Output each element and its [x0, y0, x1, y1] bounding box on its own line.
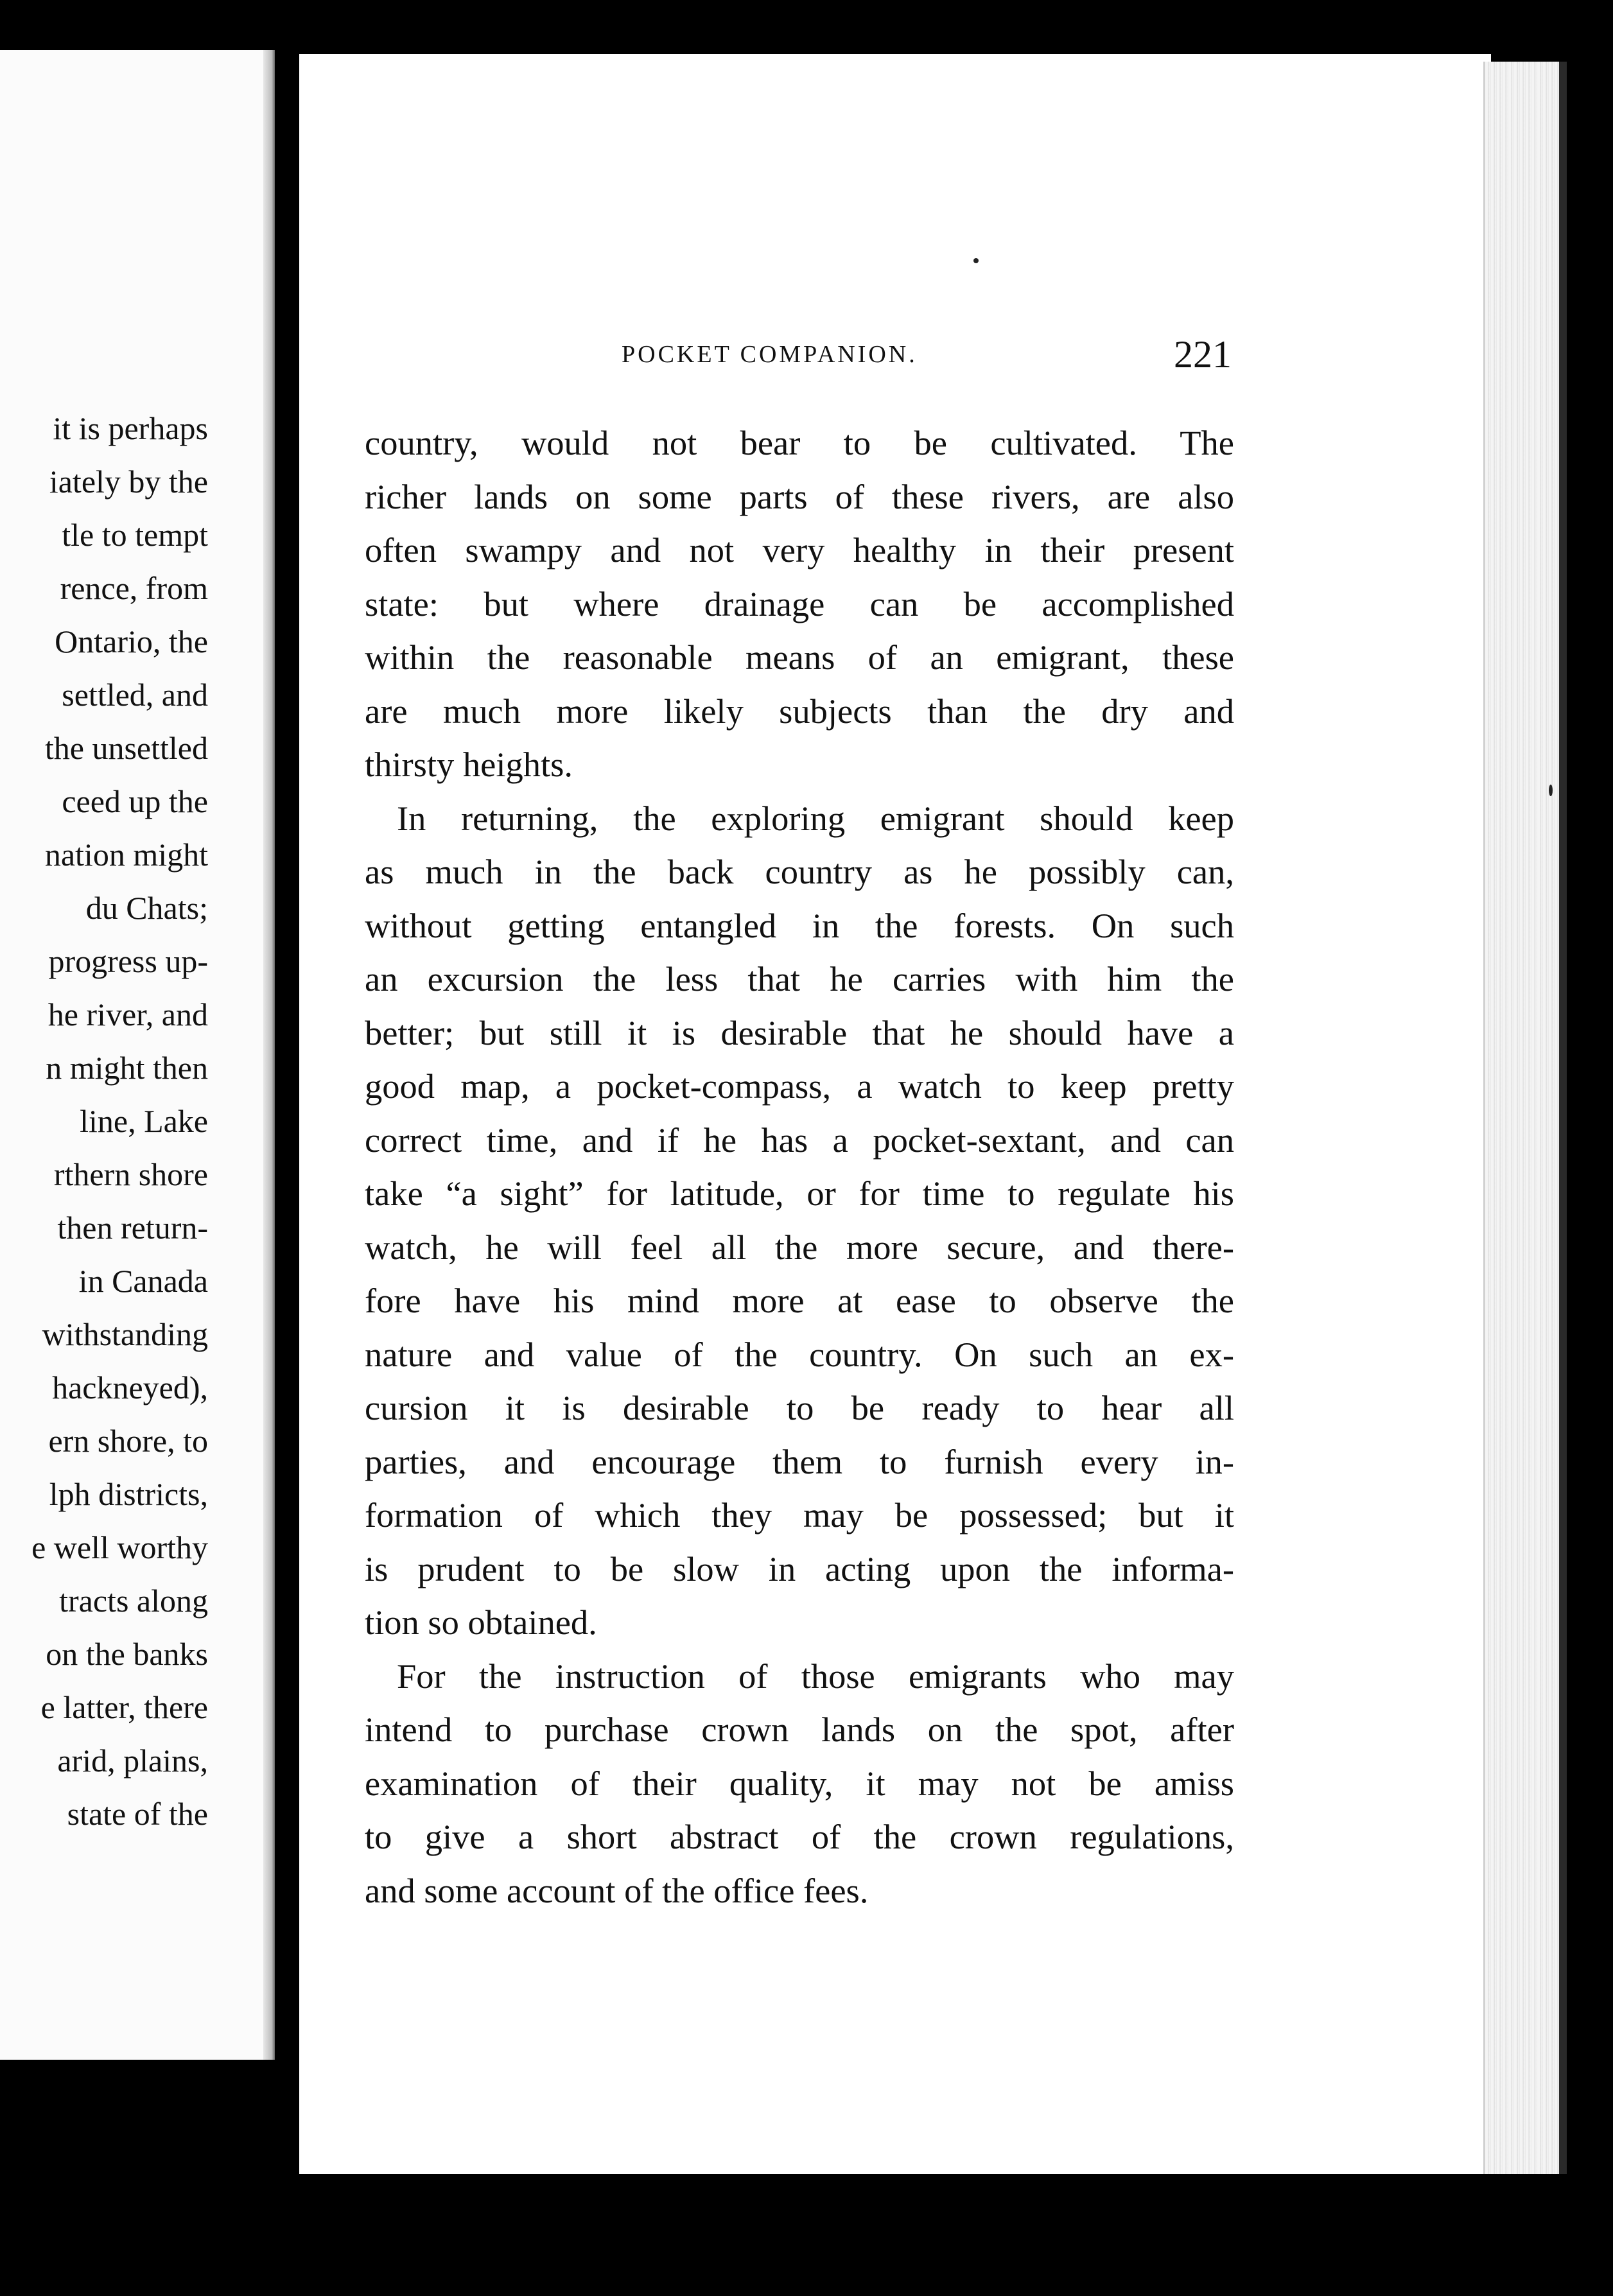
left-text-line: tracts along [59, 1583, 208, 1619]
left-text-line: ern shore, to [48, 1423, 208, 1459]
text-line: is prudent to be slow in acting upon the informa- [365, 1549, 1234, 1588]
left-text-line: he river, and [48, 996, 208, 1032]
text-line: cursion it is desirable to be ready to hear all [365, 1388, 1234, 1427]
left-text-line: ceed up the [62, 783, 208, 819]
text-line: to give a short abstract of the crown regulations, [365, 1817, 1234, 1856]
left-text-line: then return- [57, 1210, 208, 1246]
left-text-line: line, Lake [80, 1103, 208, 1139]
paragraph-3 [365, 1649, 1234, 1918]
dust-speck [973, 258, 979, 263]
body-text [365, 416, 1234, 1917]
text-line: tion so obtained. [365, 1603, 597, 1642]
text-line: better; but still it is desirable that he should have a [365, 1013, 1234, 1052]
text-line: In returning, the exploring emigrant should keep [397, 798, 1234, 838]
text-line: examination of their quality, it may not be amiss [365, 1763, 1234, 1803]
left-text-line: withstanding [42, 1316, 208, 1352]
text-line: and some account of the office fees. [365, 1870, 869, 1910]
text-line: an excursion the less that he carries with him the [365, 959, 1234, 998]
text-line: take “a sight” for latitude, or for time to regulate his [365, 1174, 1234, 1213]
left-text-line: it is perhaps [53, 410, 208, 446]
left-text-line: Ontario, the [55, 623, 208, 659]
left-text-line: e well worthy [31, 1529, 208, 1565]
left-text-line: rence, from [60, 570, 208, 606]
paragraph-1 [365, 416, 1234, 792]
text-line: richer lands on some parts of these rivers, are also [365, 476, 1234, 516]
text-line: nature and value of the country. On such an ex- [365, 1334, 1234, 1374]
paragraph-2 [365, 792, 1234, 1649]
text-line: as much in the back country as he possibly can, [365, 852, 1234, 891]
page-number: 221 [1174, 333, 1232, 376]
text-line: within the reasonable means of an emigrant, these [365, 638, 1234, 677]
left-text-line: settled, and [62, 677, 208, 713]
text-line: correct time, and if he has a pocket-sextant, and can [365, 1120, 1234, 1160]
text-line: thirsty heights. [365, 745, 573, 784]
text-line: without getting entangled in the forests. On such [365, 905, 1234, 945]
left-text-line: nation might [44, 837, 208, 873]
left-text-line: state of the [67, 1796, 208, 1832]
text-line: state: but where drainage can be accomplished [365, 584, 1234, 623]
text-line: good map, a pocket-compass, a watch to keep pretty [365, 1066, 1234, 1106]
text-line: For the instruction of those emigrants who may [397, 1656, 1234, 1696]
left-facing-page [0, 50, 275, 2060]
page-edge-shadow [1559, 62, 1567, 2174]
left-text-line: e latter, there [40, 1689, 208, 1725]
left-text-line: du Chats; [85, 890, 208, 926]
left-text-line: the unsettled [44, 730, 208, 766]
text-line: country, would not bear to be cultivated. The [365, 423, 1234, 462]
left-text-line: progress up- [48, 943, 208, 979]
page-edges [1483, 62, 1561, 2174]
left-text-line: iately by the [49, 464, 208, 500]
text-line: formation of which they may be possessed; but it [365, 1495, 1234, 1535]
text-line: parties, and encourage them to furnish every in- [365, 1441, 1234, 1481]
left-text-line: on the banks [46, 1636, 208, 1672]
left-text-line: n might then [46, 1050, 208, 1086]
running-head: POCKET COMPANION. [622, 341, 918, 368]
left-text-line: rthern shore [53, 1156, 208, 1192]
text-line: are much more likely subjects than the dry and [365, 691, 1234, 731]
left-text-line: in Canada [78, 1263, 208, 1299]
book-binding [275, 45, 299, 2067]
text-line: often swampy and not very healthy in their present [365, 530, 1234, 570]
left-text-line: lph districts, [49, 1476, 208, 1512]
text-line: intend to purchase crown lands on the spot, after [365, 1710, 1234, 1749]
dust-speck [1549, 785, 1553, 796]
left-text-line: arid, plains, [57, 1743, 208, 1779]
text-line: watch, he will feel all the more secure, and there- [365, 1227, 1234, 1267]
left-text-line: tle to tempt [62, 517, 208, 553]
left-text-line: hackneyed), [52, 1370, 208, 1405]
text-line: fore have his mind more at ease to observe the [365, 1281, 1234, 1320]
